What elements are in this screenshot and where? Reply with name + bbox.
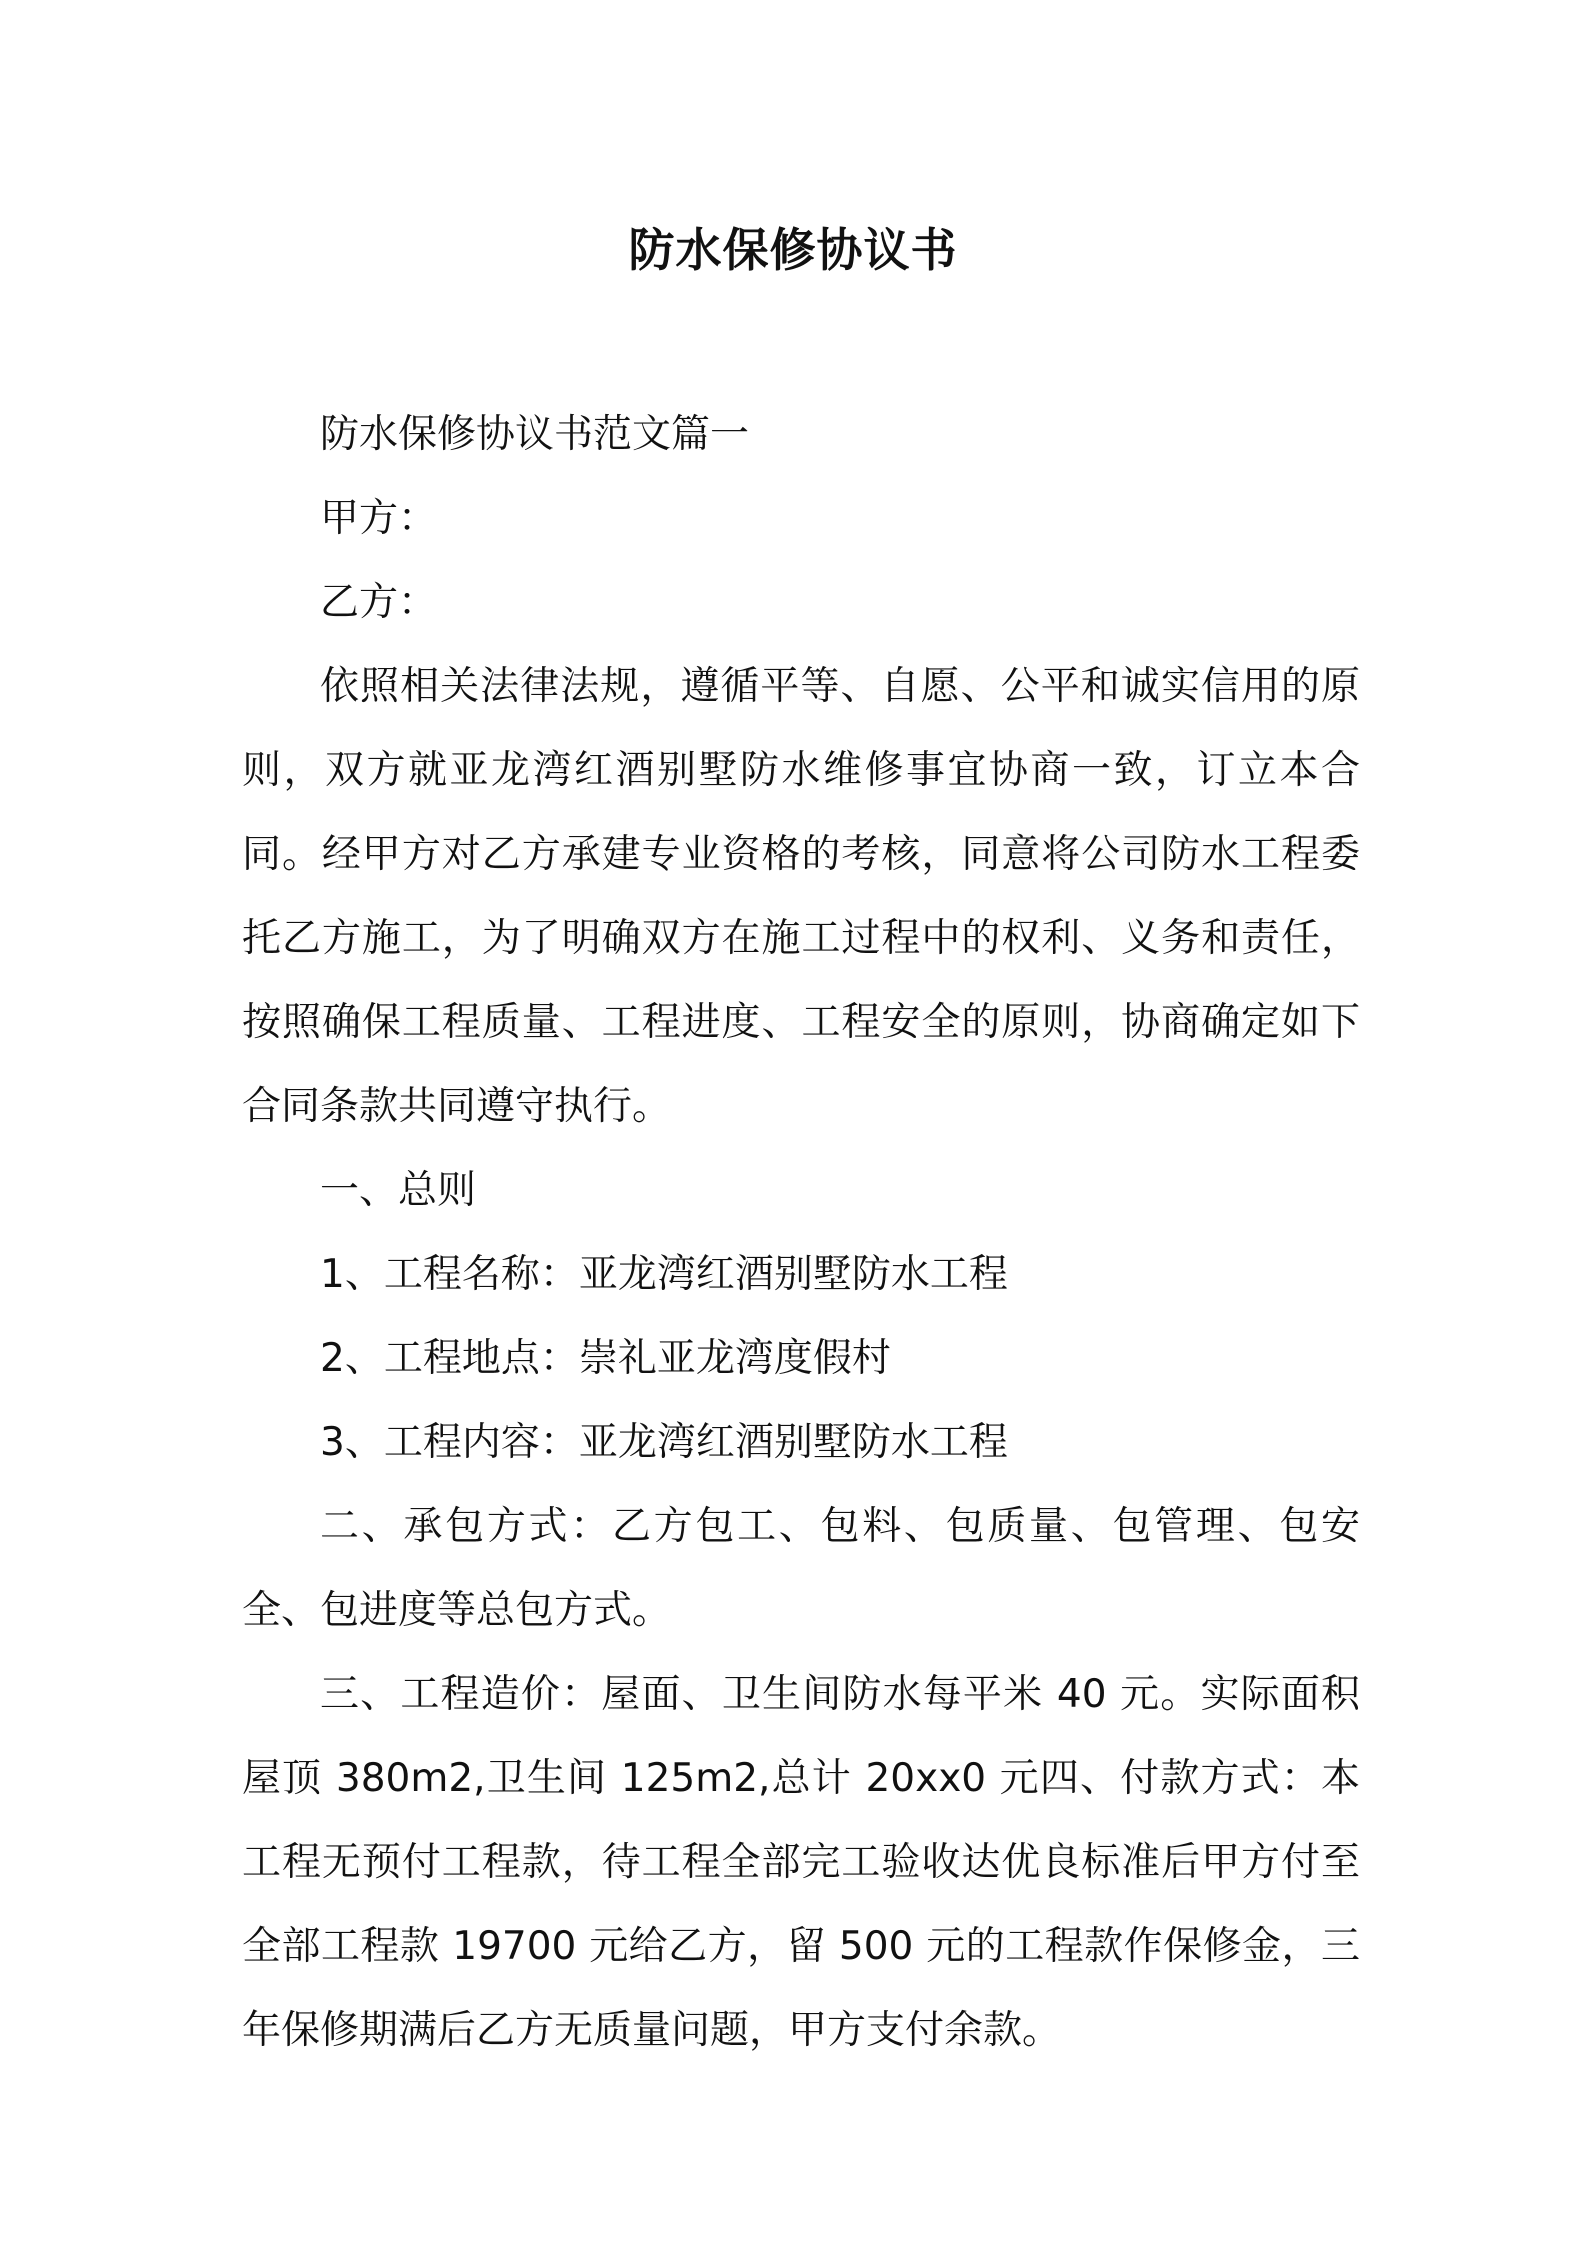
- document-title: 防水保修协议书: [628, 223, 958, 277]
- project-cost-paragraph: 三、工程造价：屋面、卫生间防水每平米 40 元。实际面积屋顶 380m2,卫生间 125m2,总计 20xx0 元四、付款方式：本工程无预付工程款，待工程全部完工验收达优良标准后甲方付至全部工程款 19700 元给乙方，留 500 元的工程款作保修金，三年保修期满后乙方无质量问题，甲方支付余款。: [242, 1672, 1360, 2053]
- project-name-item: 1、工程名称：亚龙湾红酒别墅防水工程: [320, 1252, 1008, 1297]
- party-b-line: 乙方：: [320, 580, 438, 625]
- intro-paragraph: 依照相关法律法规，遵循平等、自愿、公平和诚实信用的原则，双方就亚龙湾红酒别墅防水维修事宜协商一致，订立本合同。经甲方对乙方承建专业资格的考核，同意将公司防水工程委托乙方施工，为了明确双方在施工过程中的权利、义务和责任，按照确保工程质量、工程进度、工程安全的原则，协商确定如下合同条款共同遵守执行。: [242, 664, 1360, 1129]
- section-general-heading: 一、总则: [320, 1168, 477, 1213]
- document-body: [242, 393, 1360, 2073]
- contract-method-paragraph: 二、承包方式：乙方包工、包料、包质量、包管理、包安全、包进度等总包方式。: [242, 1504, 1360, 1633]
- project-content-item: 3、工程内容：亚龙湾红酒别墅防水工程: [320, 1420, 1008, 1465]
- project-location-item: 2、工程地点：崇礼亚龙湾度假村: [320, 1336, 891, 1381]
- party-a-line: 甲方：: [320, 496, 438, 541]
- subtitle-paragraph: 防水保修协议书范文篇一: [320, 412, 750, 457]
